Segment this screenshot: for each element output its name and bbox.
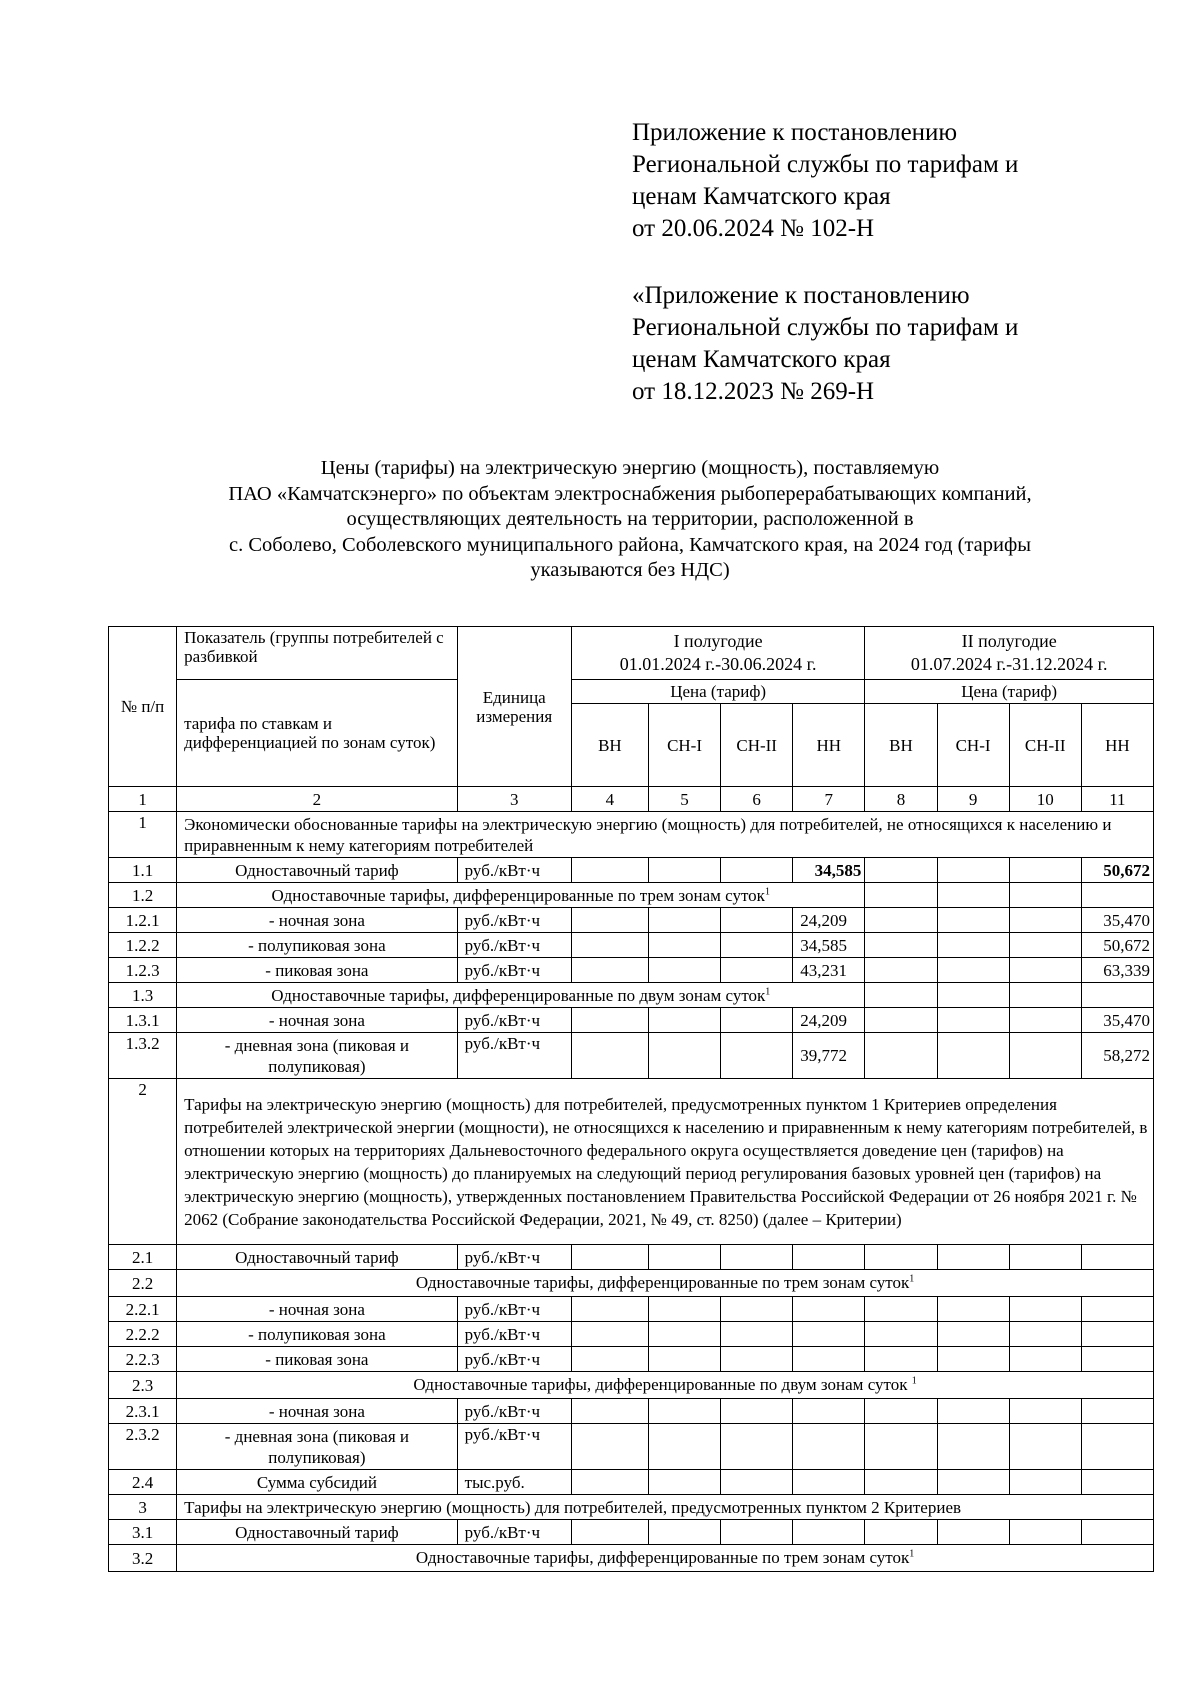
appendix-line: Приложение к постановлению [632, 119, 958, 146]
row-label-wide: Одноставочные тарифы, дифференцированные по двум зонам суток $^1$ [177, 1372, 1154, 1399]
tariff-value: 35,470 [1081, 908, 1153, 933]
row-label: - пиковая зона [177, 1347, 458, 1372]
table-row [109, 858, 1154, 883]
col-number: 4 [571, 787, 648, 812]
row-unit: руб./кВт·ч [457, 958, 571, 983]
row-unit: руб./кВт·ч [457, 933, 571, 958]
document-title [110, 456, 1150, 584]
row-unit: руб./кВт·ч [457, 1033, 571, 1079]
row-label: - ночная зона [177, 1008, 458, 1033]
row-label: - пиковая зона [177, 958, 458, 983]
appendix-line: ценам Камчатского края [632, 346, 891, 373]
row-unit: руб./кВт·ч [457, 1008, 571, 1033]
row-number: 2.3.1 [109, 1399, 177, 1424]
col-number: 7 [793, 787, 865, 812]
header-half1 [571, 627, 865, 680]
row-unit: руб./кВт·ч [457, 858, 571, 883]
header-row [109, 627, 1154, 680]
table-row [109, 1495, 1154, 1520]
header-level: ВН [571, 704, 648, 787]
row-number: 1.2 [109, 883, 177, 908]
table-row [109, 1079, 1154, 1245]
table-row [109, 1008, 1154, 1033]
header-price-h2: Цена (тариф) [865, 680, 1154, 704]
appendix-line: от 18.12.2023 № 269-Н [632, 378, 875, 405]
header-level: НН [1081, 704, 1153, 787]
row-unit: руб./кВт·ч [457, 1322, 571, 1347]
tariff-value: 63,339 [1081, 958, 1153, 983]
tariff-value: 34,585 [793, 858, 865, 883]
table-row [109, 1270, 1154, 1297]
tariff-table [108, 626, 1154, 1572]
title-line: с. Соболево, Соболевского муниципального района, Камчатского края, на 2024 год (тарифы [228, 533, 1032, 556]
title-line: Цены (тарифы) на электрическую энергию (мощность), поставляемую [320, 457, 940, 479]
table-row [109, 1322, 1154, 1347]
row-unit: руб./кВт·ч [457, 1297, 571, 1322]
header-level: СН-I [937, 704, 1009, 787]
header-level: СН-II [1009, 704, 1081, 787]
appendix-current-reference [632, 117, 1152, 245]
row-label: Одноставочный тариф [177, 1245, 458, 1270]
section-title: Тарифы на электрическую энергию (мощность) для потребителей, предусмотренных пунктом 2 Критериев [177, 1495, 1154, 1520]
col-number: 3 [457, 787, 571, 812]
header-half2 [865, 627, 1154, 680]
section-title: Тарифы на электрическую энергию (мощность) для потребителей, предусмотренных пунктом 1 Критериев определения потребителей электрической энергии (мощности), не относящихся к населению и приравненным к нему категориям потребителей, в отношении которых на территориях Дальневосточного федерального округа осуществляется доведение цен (тарифов) на электрическую энергию (мощность) до планируемых на следующий период регулирования базовых уровней цен (тарифов) на электрическую энергию (мощность), утвержденных постановлением Правительства Российской Федерации от 26 ноября 2021 г. № 2062 (Собрание законодательства Российской Федерации, 2021, № 49, ст. 8250) (далее – Критерии) [177, 1079, 1154, 1245]
col-number: 11 [1081, 787, 1153, 812]
table-row [109, 1297, 1154, 1322]
row-number: 1.3.1 [109, 1008, 177, 1033]
table-row [109, 908, 1154, 933]
header-level: СН-II [721, 704, 793, 787]
row-label: - ночная зона [177, 1297, 458, 1322]
header-indicator-b: тарифа по ставкам и дифференциацией по зонам суток) [177, 680, 458, 787]
table-row [109, 883, 1154, 908]
table-row [109, 1545, 1154, 1572]
tariff-value: 43,231 [793, 958, 865, 983]
row-number: 2.2 [109, 1270, 177, 1297]
row-label: Одноставочный тариф [177, 1520, 458, 1545]
row-unit: руб./кВт·ч [457, 908, 571, 933]
row-label: - полупиковая зона [177, 1322, 458, 1347]
row-label: Сумма субсидий [177, 1470, 458, 1495]
section-title: Экономически обоснованные тарифы на электрическую энергию (мощность) для потребителей, не относящихся к населению и приравненным к нему категориям потребителей [177, 812, 1154, 858]
table-row [109, 958, 1154, 983]
tariff-value: 35,470 [1081, 1008, 1153, 1033]
title-line: ПАО «Камчатскэнерго» по объектам электроснабжения рыбоперерабатывающих компаний, [228, 482, 1032, 505]
row-label-wide: Одноставочные тарифы, дифференцированные по трем зонам суток$^1$ [177, 1545, 1154, 1572]
tariff-value: 58,272 [1081, 1033, 1153, 1079]
table-row [109, 1399, 1154, 1424]
row-unit: руб./кВт·ч [457, 1399, 571, 1424]
appendix-line: Региональной службы по тарифам и [632, 314, 1019, 341]
header-no: № п/п [109, 627, 177, 787]
header-unit: Единица измерения [457, 627, 571, 787]
appendix-line: от 20.06.2024 № 102-Н [632, 215, 875, 242]
row-number: 2.3 [109, 1372, 177, 1399]
table-row [109, 1520, 1154, 1545]
row-number: 2.2.2 [109, 1322, 177, 1347]
half1-dates: 01.01.2024 г.-30.06.2024 г. [619, 654, 817, 674]
row-label: Одноставочный тариф [177, 858, 458, 883]
row-number: 1.3 [109, 983, 177, 1008]
table-row [109, 983, 1154, 1008]
row-label: - дневная зона (пиковая и полупиковая) [177, 1424, 458, 1470]
row-unit: руб./кВт·ч [457, 1347, 571, 1372]
row-number: 1.2.1 [109, 908, 177, 933]
row-unit: руб./кВт·ч [457, 1520, 571, 1545]
row-label: - ночная зона [177, 908, 458, 933]
row-label: - полупиковая зона [177, 933, 458, 958]
row-unit: руб./кВт·ч [457, 1424, 571, 1470]
row-label-wide: Одноставочные тарифы, дифференцированные по трем зонам суток$^1$ [177, 1270, 1154, 1297]
row-number: 1.1 [109, 858, 177, 883]
title-line: осуществляющих деятельность на территории, расположенной в [346, 508, 914, 530]
row-number: 2.3.2 [109, 1424, 177, 1470]
row-label-wide: Одноставочные тарифы, дифференцированные по двум зонам суток$^1$ [177, 983, 865, 1008]
half2-title: II полугодие [961, 631, 1057, 651]
appendix-line: ценам Камчатского края [632, 183, 891, 210]
row-number: 2.1 [109, 1245, 177, 1270]
table-row [109, 1424, 1154, 1470]
header-level: НН [793, 704, 865, 787]
half1-title: I полугодие [673, 631, 763, 651]
row-number: 2.2.3 [109, 1347, 177, 1372]
tariff-value: 34,585 [793, 933, 865, 958]
col-number: 9 [937, 787, 1009, 812]
col-number: 8 [865, 787, 937, 812]
row-number: 2.2.1 [109, 1297, 177, 1322]
table-row [109, 1347, 1154, 1372]
col-number: 1 [109, 787, 177, 812]
row-number: 1.3.2 [109, 1033, 177, 1079]
tariff-value: 50,672 [1081, 858, 1153, 883]
col-number: 6 [721, 787, 793, 812]
tariff-value: 24,209 [793, 1008, 865, 1033]
title-line: указываются без НДС) [530, 559, 730, 581]
appendix-previous-reference [632, 280, 1152, 408]
row-number: 3 [109, 1495, 177, 1520]
row-label: - ночная зона [177, 1399, 458, 1424]
tariff-value: 50,672 [1081, 933, 1153, 958]
column-number-row [109, 787, 1154, 812]
table-row [109, 933, 1154, 958]
half2-dates: 01.07.2024 г.-31.12.2024 г. [910, 654, 1108, 674]
header-price-h1: Цена (тариф) [571, 680, 865, 704]
col-number: 2 [177, 787, 458, 812]
table-row [109, 1372, 1154, 1399]
tariff-value: 39,772 [793, 1033, 865, 1079]
appendix-line: «Приложение к постановлению [632, 282, 970, 309]
col-number: 5 [648, 787, 720, 812]
table-row [109, 812, 1154, 858]
row-number: 1 [109, 812, 177, 858]
appendix-line: Региональной службы по тарифам и [632, 151, 1019, 178]
row-unit: тыс.руб. [457, 1470, 571, 1495]
row-label: - дневная зона (пиковая и полупиковая) [177, 1033, 458, 1079]
row-number: 3.2 [109, 1545, 177, 1572]
row-number: 2 [109, 1079, 177, 1245]
table-row [109, 1470, 1154, 1495]
tariff-value: 24,209 [793, 908, 865, 933]
row-unit: руб./кВт·ч [457, 1245, 571, 1270]
header-row [109, 680, 1154, 704]
row-number: 3.1 [109, 1520, 177, 1545]
header-level: ВН [865, 704, 937, 787]
col-number: 10 [1009, 787, 1081, 812]
table-row [109, 1033, 1154, 1079]
table-row [109, 1245, 1154, 1270]
row-number: 1.2.2 [109, 933, 177, 958]
row-label-wide: Одноставочные тарифы, дифференцированные по трем зонам суток$^1$ [177, 883, 865, 908]
row-number: 2.4 [109, 1470, 177, 1495]
header-level: СН-I [648, 704, 720, 787]
row-number: 1.2.3 [109, 958, 177, 983]
header-indicator-a: Показатель (группы потребителей с разбивкой [177, 627, 458, 680]
